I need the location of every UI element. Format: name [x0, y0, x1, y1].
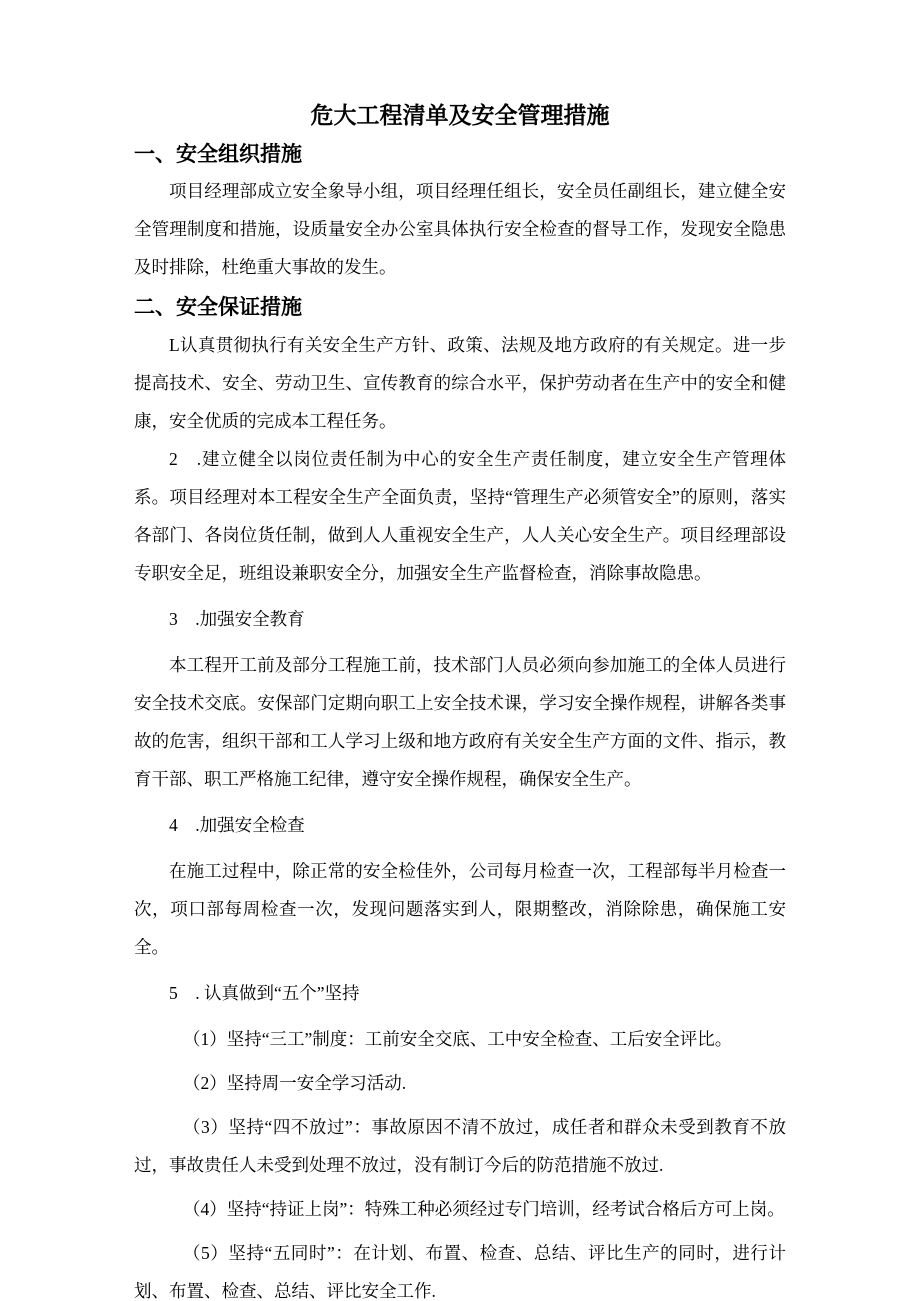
paragraph-subitem-1: （1）坚持“三工”制度：工前安全交底、工中安全检查、工后安全评比。	[183, 1028, 733, 1049]
paragraph-subitem-4: （4）坚持“持证上岗”：特殊工种必须经过专门培训，经考试合格后方可上岗。	[183, 1198, 785, 1219]
paragraph-subitem-2: （2）坚持周一安全学习活动.	[183, 1072, 407, 1093]
paragraph-item-1: L认真贯彻执行有关安全生产方针、政策、法规及地方政府的有关规定。进一步提高技术、安全、劳动卫生、宣传教育的综合水平，保护劳动者在生产中的安全和健康，安全优质的完成本工程任务。	[134, 334, 786, 431]
section-heading-safety-organization: 一、安全组织措施	[134, 142, 302, 166]
paragraph-organization-measures: 项目经理部成立安全象导小组，项目经理任组长，安全员任副组长，建立健全安全管理制度和措施，设质量安全办公室具体执行安全检查的督导工作，发现安全隐患及时排除，杜绝重大事故的发生。	[134, 181, 786, 277]
paragraph-subitem-5: （5）坚持“五同时”：在计划、布置、检查、总结、评比生产的同时，进行计划、布置、检查、总结、评比安全工作.	[134, 1242, 786, 1301]
paragraph-item-5-heading: 5 . 认真做到“五个”坚持	[169, 982, 360, 1003]
paragraph-item-3-heading: 3 .加强安全教育	[169, 608, 305, 629]
paragraph-item-4-body: 在施工过程中，除正常的安全检佳外，公司每月检查一次，工程部每半月检查一次，项口部每周检查一次，发现问题落实到人，限期整改，消除除患，确保施工安全。	[134, 860, 786, 957]
paragraph-subitem-3: （3）坚持“四不放过”：事故原因不清不放过，成任者和群众未受到教育不放过，事故贵任人未受到处理不放过，没有制订今后的防范措施不放过.	[134, 1116, 786, 1175]
paragraph-item-4-heading: 4 .加强安全检查	[169, 814, 305, 835]
paragraph-item-3-body: 本工程开工前及部分工程施工前，技术部门人员必须向参加施工的全体人员进行安全技术交底。安保部门定期向职工上安全技术课，学习安全操作规程，讲解各类事故的危害，组织干部和工人学习上级和地方政府有关安全生产方面的文件、指示，教育干部、职工严格施工纪律，遵守安全操作规程，确保安全生产。	[134, 654, 786, 789]
doc-title: 危大工程清单及安全管理措施	[310, 102, 610, 128]
section-heading-safety-guarantee: 二、安全保证措施	[134, 296, 302, 319]
paragraph-item-2: 2 .建立健全以岗位责任制为中心的安全生产责任制度，建立安全生产管理体系。项目经理对本工程安全生产全面负责，坚持“管理生产必须管安全”的原则，落实各部门、各岗位货任制，做到人人重视安全生产，人人关心安全生产。项目经理部设专职安全足，班组设兼职安全分，加强安全生产监督检查，消除事故隐患。	[134, 448, 786, 583]
